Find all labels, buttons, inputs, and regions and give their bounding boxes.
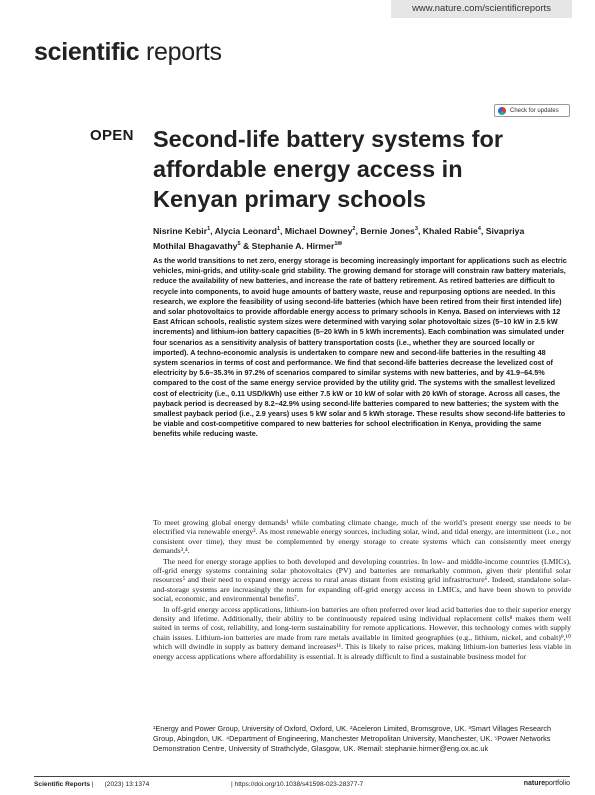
author-name[interactable]: Sivapriya Mothilal Bhagavathy bbox=[153, 225, 525, 251]
author-name[interactable]: Alycia Leonard bbox=[214, 225, 277, 236]
journal-url-tab[interactable]: www.nature.com/scientificreports bbox=[391, 0, 572, 18]
author-affiliation: 1 bbox=[276, 226, 280, 232]
journal-name-regular: reports bbox=[146, 38, 222, 66]
footer-journal: Scientific Reports bbox=[34, 781, 91, 788]
page-footer bbox=[34, 776, 570, 788]
author-list: Nisrine Kebir$^1$, Alycia Leonard$^1$, Michael Downey$^2$, Bernie Jones$^3$, Khaled Rabie$^4$, Sivapriya Mothilal Bhagavathy$^5$ & Stephanie A. Hirmer$^{1✉}$ bbox=[153, 225, 525, 251]
doi-link[interactable]: https://doi.org/10.1038/s41598-023-28377-7 bbox=[234, 781, 364, 788]
body-paragraph: In off-grid energy access applications, lithium-ion batteries are often preferred over lead acid batteries due to their superior energy density and lifetime. Additionally, their ability to be continuously repaired using individual replacement cells⁸ makes them well suited in terms of cost, reliability, and long-term sustainability for remote applications. However, this technology comes with supply chain issues. Lithium-ion batteries are made from rare metals available in limited geographies (e.g., lithium, nickel, and cobalt)⁹,¹⁰ which will dwindle in supply as battery demand increases¹¹. This is likely to raise prices, making lithium-ion batteries less viable in energy access applications where affordability is essential. It is already difficult to find a sustainable business model for bbox=[153, 604, 571, 661]
article-title: Second-life battery systems for affordable energy access in Kenyan primary schools bbox=[153, 126, 503, 212]
check-updates-label: Check for updates bbox=[510, 108, 559, 114]
author-name[interactable]: Nisrine Kebir bbox=[153, 225, 208, 236]
author-affiliation: 5 bbox=[237, 240, 241, 247]
author-affiliation: 3 bbox=[414, 226, 418, 232]
author-affiliation: 1 bbox=[207, 226, 211, 232]
author-affiliation: 4 bbox=[477, 226, 481, 232]
article-body bbox=[153, 518, 571, 662]
footer-citation: Scientific Reports | (2023) 13:1374 bbox=[34, 781, 150, 788]
author-name[interactable]: Stephanie A. Hirmer bbox=[251, 240, 335, 251]
author-name[interactable]: Bernie Jones bbox=[360, 225, 415, 236]
footer-doi[interactable]: | https://doi.org/10.1038/s41598-023-28377-7 bbox=[231, 781, 364, 788]
affiliations-footnote: ¹Energy and Power Group, University of Oxford, Oxford, UK. ²Aceleron Limited, Bromsgrove, UK. ³Smart Villages Research Group, Abingdon, UK. ⁴Department of Engineering, Manchester Metropolitan University, Manchester, UK. ⁵Power Networks Demonstration Centre, University of Strathclyde, Glasgow, UK. ✉email: stephanie.hirmer@eng.ox.ac.uk bbox=[153, 724, 552, 754]
author-name[interactable]: Khaled Rabie bbox=[422, 225, 478, 236]
body-paragraph: The need for energy storage applies to both developed and developing countries. In low- and middle-income countries (LMICs), off-grid energy systems containing solar photovoltaics (PV) and batteries are remarkably common, given their plentiful solar resources⁵ and their need to expand energy access to rural areas distant from existing grid infrastructure⁶. Indeed, standalone solar-and-storage systems are increasingly the norm for expanding off-grid energy access in LMICs, and have been shown to provide social, economic, and environmental benefits⁷. bbox=[153, 556, 571, 604]
crossmark-icon bbox=[498, 107, 506, 115]
journal-name-bold: scientific bbox=[34, 38, 140, 66]
publisher-logo bbox=[524, 780, 570, 787]
author-affiliation: 1✉ bbox=[334, 240, 343, 247]
author-affiliation: 2 bbox=[352, 226, 356, 232]
footer-volume: (2023) 13:1374 bbox=[104, 781, 150, 788]
author-name[interactable]: Michael Downey bbox=[284, 225, 353, 236]
check-updates-button[interactable] bbox=[494, 104, 570, 117]
abstract: As the world transitions to net zero, energy storage is becoming increasingly important for applications such as electric vehicles, mini-grids, and utility-scale grid stability. The growing demand for storage will constrain raw battery materials, reduce the availability of new batteries, and increase the rate of battery retirement. As retired batteries are difficult to recycle into components, to avoid huge amounts of battery waste, reuse and repurposing options are needed. In this research, we explore the feasibility of using second-life batteries (which have been retired from their first intended life) and solar photovoltaics to provide affordable energy access to primary schools in Kenya. Based on interviews with 12 East African schools, realistic system sizes were determined with varying solar photovoltaic sizes (5–10 kW in 2.5 kW increments) and lithium-ion battery capacities (5–20 kWh in 5 kWh increments). Each combination was simulated under four scenarios as a sensitivity analysis of battery transportation costs (i.e., whether they are sourced locally or imported). A techno-economic analysis is undertaken to compare new and second-life batteries in the resulting 48 system scenarios in terms of cost and performance. We find that second-life batteries decrease the levelized cost of electricity by 5.6–35.3% in 97.2% of scenarios compared to similar systems with new batteries, and by 41.9–64.5% compared to the cost of the same energy service provided by the utility grid. The systems with the smallest levelized cost of electricity (i.e., 0.11 USD/kWh) use either 7.5 kW or 10 kW of solar with 20 kWh of storage. Across all cases, the payback period is decreased by 8.2–42.9% using second-life batteries compared to new batteries; the system with the smallest payback period (i.e., 2.9 years) uses 5 kW solar and 5 kWh storage. These results show second-life batteries to be viable and cost-competitive compared to new batteries for school electrification in Kenya, providing the same benefits while reducing waste. bbox=[153, 256, 567, 439]
journal-logo bbox=[34, 38, 222, 67]
publisher-bold: nature bbox=[523, 780, 546, 787]
open-access-label: OPEN bbox=[90, 127, 134, 144]
body-paragraph: To meet growing global energy demands¹ while combating climate change, much of the world’s present energy use needs to be electrified via renewable energy². As most renewable energy sources, including solar, wind, and tidal energy, are intermittent (i.e., not consistent over time), they must be complemented by energy storage to create systems which can consistently meet energy demands³,⁴. bbox=[153, 518, 571, 556]
publisher-regular: portfolio bbox=[545, 780, 570, 787]
